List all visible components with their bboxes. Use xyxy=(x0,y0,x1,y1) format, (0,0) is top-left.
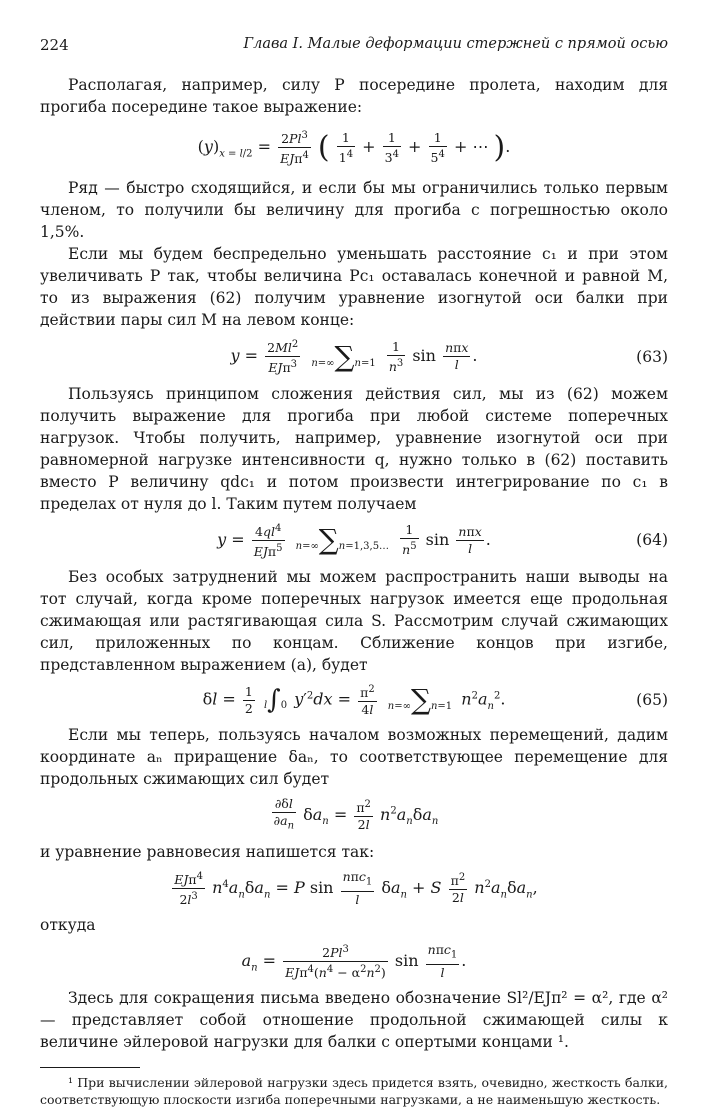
paragraph-8: откуда xyxy=(40,915,96,934)
paragraph-6: Если мы теперь, пользуясь началом возможных перемещений, дадим координате aₙ приращение δaₙ, то соответствующее перемещение для продольных сжимающих сил будет xyxy=(40,726,668,789)
equation-65: δl = $\frac{1}{2}$ l∫0 $y'^2dx$ = $\frac{\pi^2}{4l}$ n=∞∑n=1 $n^2a_n^2$. (65) xyxy=(202,683,668,718)
equation-number-65: (65) xyxy=(636,691,668,710)
equation-equilibrium: $\frac{EJ\pi^4}{2l^3}$ $n^4a_n\delta a_n = P$ sin $\frac{n\pi c_1}{l}$ $\delta a_n + S$ $\frac{\pi^2}{2l}$ $n^2a_n\delta a_n$, xyxy=(174,869,538,907)
paragraph-7: и уравнение равновесия напишется так: xyxy=(40,842,375,861)
paragraph-5: Без особых затруднений мы можем распространить наши выводы на тот случай, когда кроме поперечных нагрузок имеется еще продольная сжимающая или растягивающая сила S. Рассмотрим случай сжимающих сил, приложенных по концам. Сближение концов при изгибе, представленном выражением (а), будет xyxy=(40,567,668,674)
equation-coefficient: $a_n$ = $\frac{2Pl^3}{EJ\pi^4(n^4 - \alpha^2n^2)}$ sin $\frac{n\pi c_1}{l}$ . xyxy=(241,942,467,981)
running-header xyxy=(40,28,668,56)
equation-64: y = $\frac{4ql^4}{EJ\pi^5}$ n=∞∑n=1,3,5… $\frac{1}{n^5}$ sin $\frac{\text{nπx}}{l}$ . (64) xyxy=(217,522,668,559)
paragraph-2: Ряд — быстро сходящийся, и если бы мы ограничились только первым членом, то получили бы величину для прогиба с погрешностью около 1,5%. xyxy=(40,179,668,242)
chapter-title: Глава I. Малые деформации стержней с прямой осью xyxy=(243,36,668,52)
equation-number-63: (63) xyxy=(636,347,668,366)
paragraph-3: Если мы будем беспредельно уменьшать расстояние c₁ и при этом увеличивать P так, чтобы величина Pc₁ оставалась конечной и равной M, то из выражения (62) получим уравнение изогнутой оси балки при действии пары сил M на левом конце: xyxy=(40,245,668,330)
paragraph-9: Здесь для сокращения письма введено обозначение Sl²/EJπ² = α², где α² — представляет собой отношение продольной сжимающей силы к величине эйлеровой нагрузки для балки с опертыми концами ¹. xyxy=(40,989,668,1052)
footnote-divider xyxy=(40,1067,140,1068)
paragraph-1: Располагая, например, силу P посередине пролета, находим для прогиба посередине такое выражение: xyxy=(40,76,668,116)
equation-midspan-deflection: $(y)_{x = l/2}$ = $\frac{2Pl^3}{EJ\pi^4}$ ( $\frac{1}{1^4}$ + $\frac{1}{3^4}$ + $\frac{1}{5^4}$ + ⋯ ). xyxy=(197,129,511,167)
equation-number-64: (64) xyxy=(636,531,668,550)
page-number: 224 xyxy=(40,36,69,54)
footnote: ¹ При вычислении эйлеровой нагрузки здесь придется взять, очевидно, жесткость балки, соответствующую плоскости изгиба поперечными нагрузками, а не наименьшую жесткость. xyxy=(40,1075,668,1108)
equation-63: y = $\frac{2Ml^2}{EJ\pi^3}$ n=∞∑n=1 $\frac{1}{n^3}$ sin $\frac{\text{nπx}}{l}$ . (63) xyxy=(230,338,668,376)
page xyxy=(40,28,668,1108)
paragraph-4: Пользуясь принципом сложения действия сил, мы из (62) можем получить выражение для прогиба при любой системе поперечных нагрузок. Чтобы получить, например, уравнение изогнутой оси при равномерной нагрузке интенсивности q, нужно только в (62) поставить вместо P величину qdc₁ и потом произвести интегрирование по c₁ в пределах от нуля до l. Таким путем получаем xyxy=(40,384,668,513)
equation-virtual-displacement: $\frac{\partial\delta l}{\partial a_n}$ $\delta a_n$ = $\frac{\pi^2}{2l}$ $n^2a_n\delta a_n$ xyxy=(273,796,439,833)
